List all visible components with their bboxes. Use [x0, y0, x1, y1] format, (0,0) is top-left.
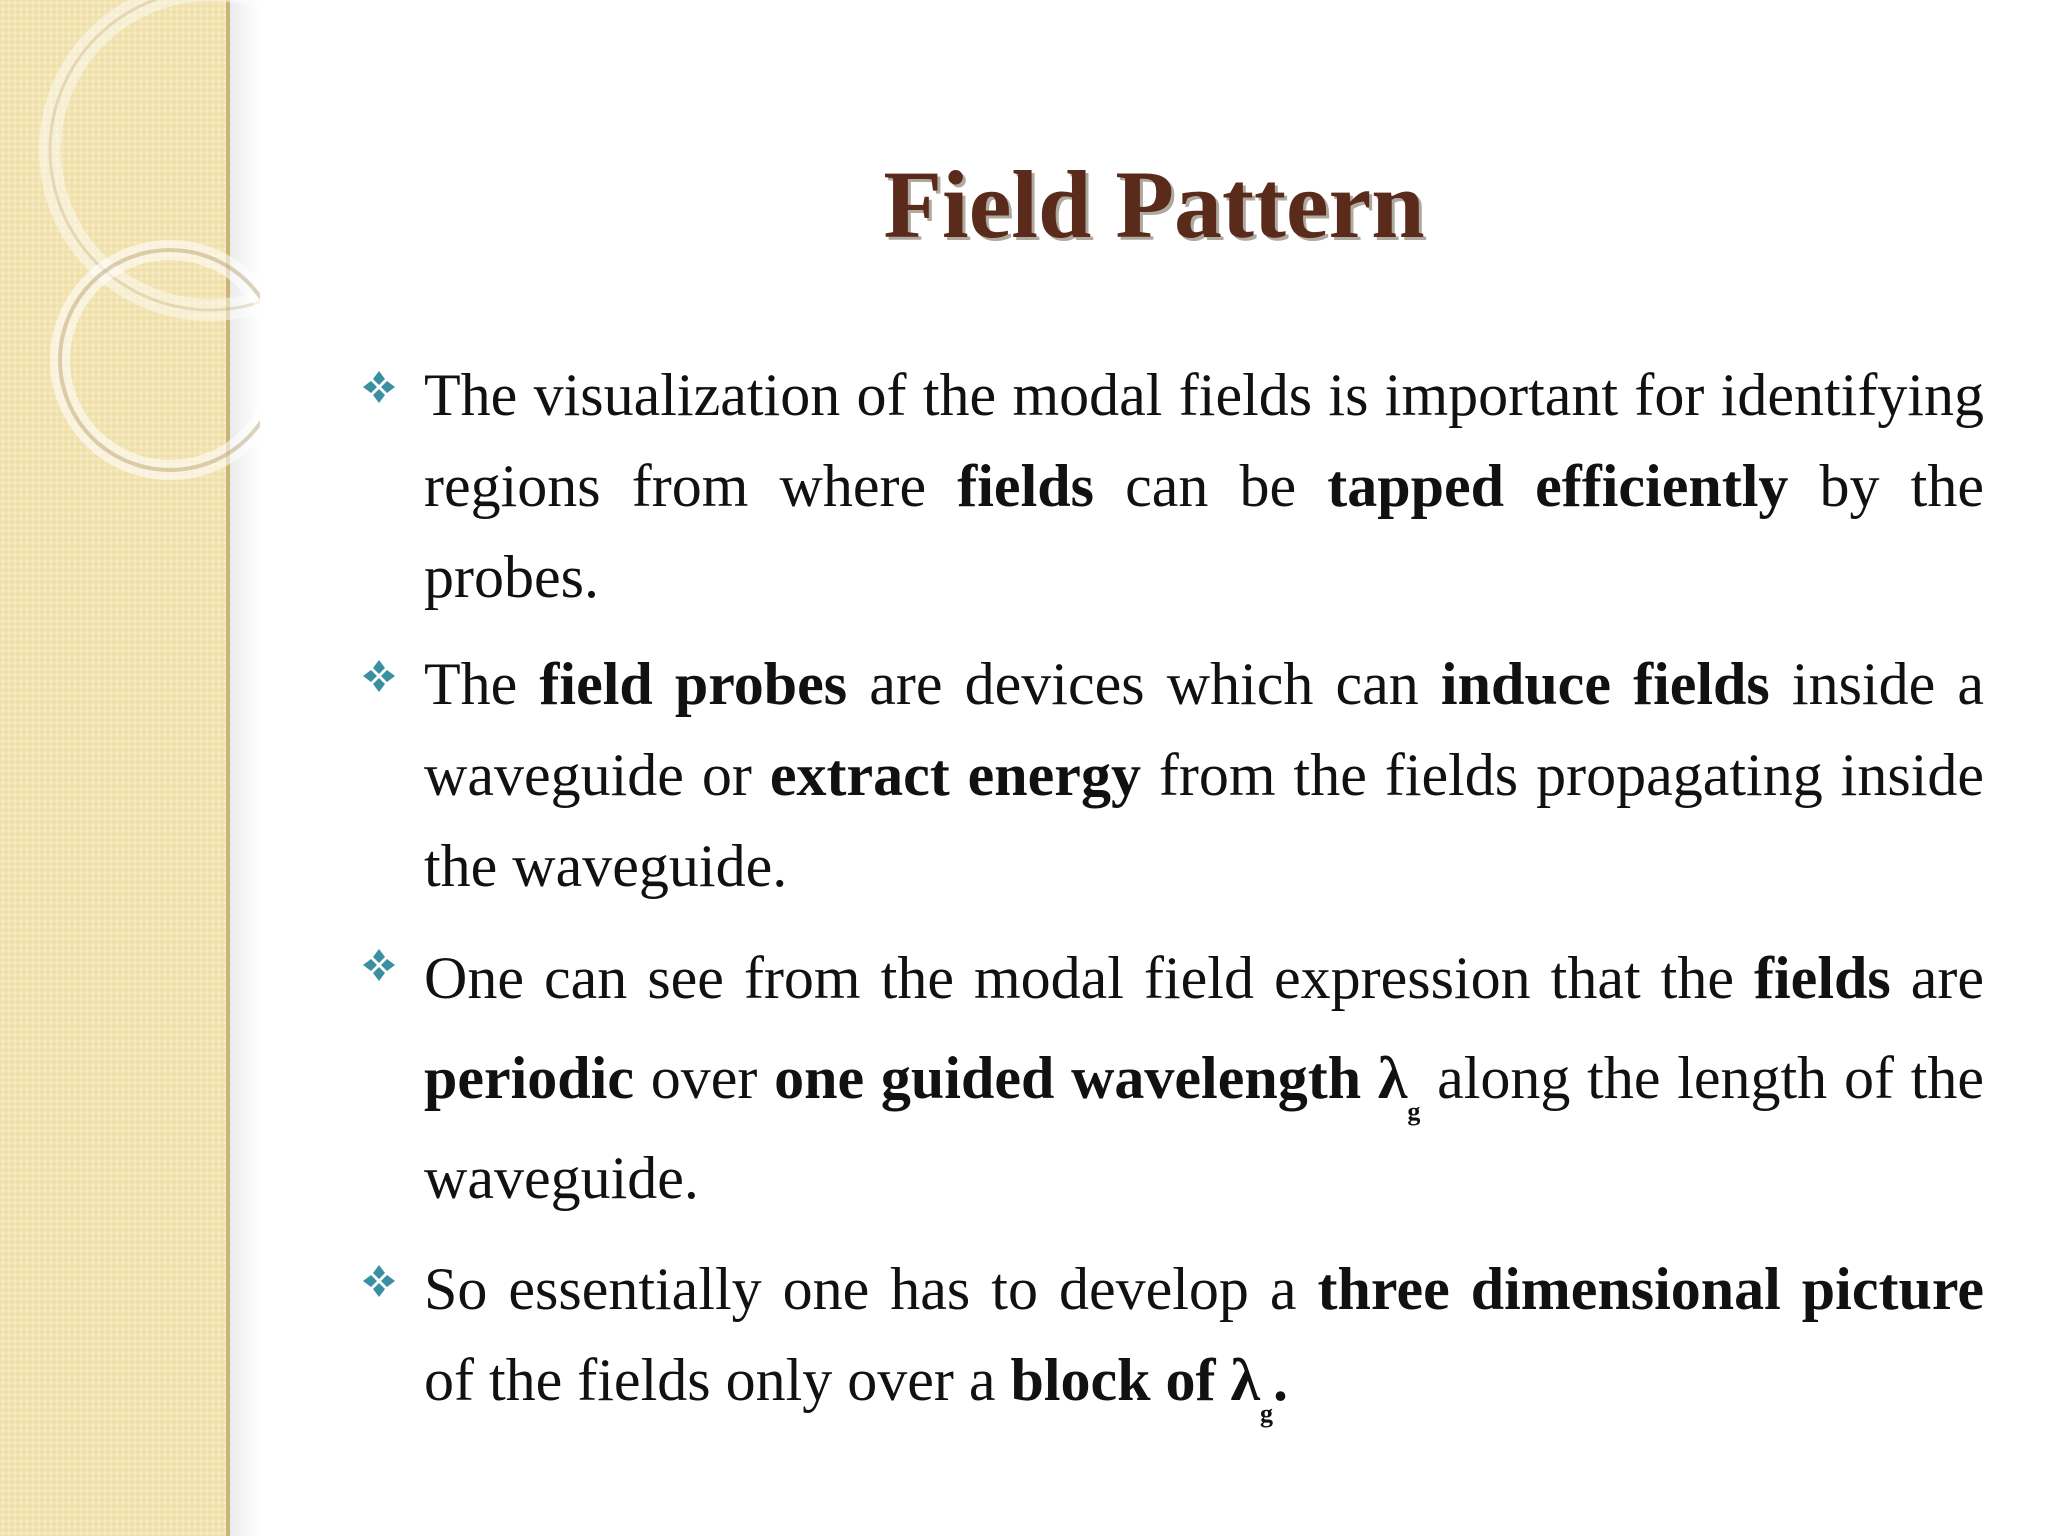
- bullet-2-text-2: are devices which can: [847, 651, 1441, 717]
- bullet-2-bold-3: extract energy: [769, 742, 1141, 808]
- lambda-subscript-g: g: [1260, 1399, 1273, 1428]
- bullet-3-text-3: along the length of the waveguide.: [424, 1045, 1984, 1211]
- bullet-list: [362, 350, 1984, 1442]
- four-diamond-bullet-icon: [362, 948, 396, 982]
- bullet-4-bold-2: block of λ: [1010, 1347, 1260, 1413]
- bullet-1-text-2: can be: [1093, 453, 1328, 519]
- four-diamond-bullet-icon: [362, 370, 396, 404]
- bullet-3-text-1: are: [1890, 945, 1984, 1011]
- bullet-2-text-4: from the fields propagating inside the waveguide.: [424, 742, 1984, 899]
- bullet-2-text-1: The: [424, 651, 540, 717]
- bullet-2-bold-2: induce fields: [1440, 651, 1770, 717]
- four-diamond-bullet-icon: [362, 659, 396, 693]
- bullet-4-text-2: of the fields only over a: [424, 1347, 1011, 1413]
- bullet-1-text-1: The visualization of the modal fields is important for identifying regions from where: [424, 362, 1984, 519]
- bullet-item-2: [362, 639, 1984, 912]
- slide-title: Field Pattern: [883, 151, 1425, 258]
- lambda-subscript-g: g: [1407, 1097, 1421, 1126]
- bullet-3-text-0: One can see from the modal field expression that the: [424, 945, 1755, 1011]
- four-diamond-bullet-icon: [362, 1264, 396, 1298]
- bullet-4-bold-3: .: [1273, 1347, 1288, 1413]
- bullet-item-3: [362, 928, 1984, 1228]
- bullet-3-bold-1: fields: [1754, 945, 1891, 1011]
- bullet-2-text-3: inside a waveguide or: [424, 651, 1984, 808]
- bullet-1-bold-1: fields: [957, 453, 1094, 519]
- decorative-rings: [0, 0, 260, 520]
- bullet-item-4: [362, 1244, 1984, 1426]
- bullet-3-text-2: over: [633, 1045, 775, 1111]
- bullet-4-bold-1: three dimensional picture: [1317, 1256, 1984, 1322]
- bullet-1-text-3: by the probes.: [424, 453, 1984, 610]
- small-ring-shade: [60, 250, 260, 470]
- bullet-item-1: [362, 350, 1984, 623]
- bullet-1-bold-2: tapped efficiently: [1327, 453, 1789, 519]
- bullet-3-bold-3: one guided wavelength λ: [774, 1045, 1408, 1111]
- bullet-2-bold-1: field probes: [539, 651, 848, 717]
- bullet-4-text-1: So essentially one has to develop a: [424, 1256, 1318, 1322]
- bullet-3-bold-2: periodic: [424, 1045, 634, 1111]
